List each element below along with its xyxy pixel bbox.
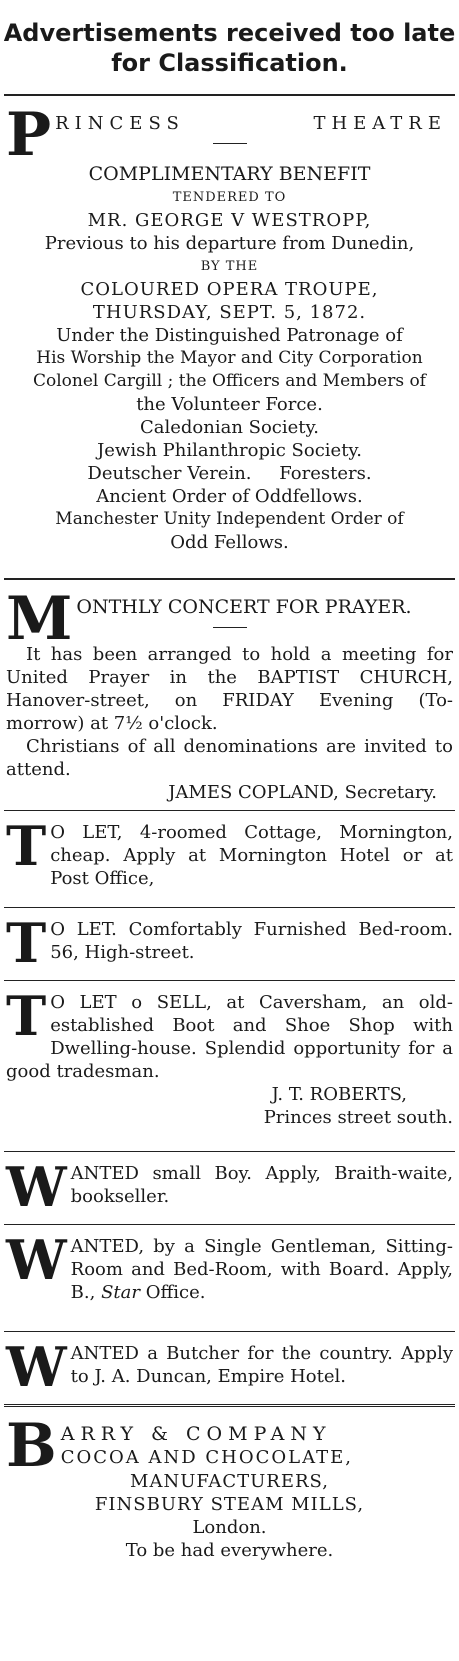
ad-title: ARRY & COMPANY xyxy=(60,1423,332,1445)
ad-wanted-boy xyxy=(0,1152,459,1224)
ad-line: TENDERED TO xyxy=(172,190,287,205)
ad-line: COMPLIMENTARY BENEFIT xyxy=(88,163,371,185)
ad-body: ANTED a Butcher for the country. Apply to J. A. Duncan, Empire Hotel. xyxy=(70,1343,453,1387)
ad-body: O LET o SELL, at Caversham, an old-established Boot and Shoe Shop with Dwelling-house. Splendid opportunity for a good tradesman. xyxy=(6,992,453,1082)
ad-to-let-shoe-shop xyxy=(0,981,459,1151)
ad-signature: Princes street south. xyxy=(263,1107,453,1128)
ad-title: ONTHLY CONCERT FOR PRAYER. xyxy=(76,596,412,618)
ad-line: BY THE xyxy=(200,259,259,274)
ad-line: His Worship the Mayor and City Corporation xyxy=(36,348,423,368)
drop-cap: W xyxy=(6,1335,67,1399)
ad-line: To be had everywhere. xyxy=(125,1540,334,1561)
ad-body-italic: Star xyxy=(101,1282,140,1303)
ad-line: THURSDAY, SEPT. 5, 1872. xyxy=(92,302,367,323)
ad-line: Manchester Unity Independent Order of xyxy=(55,509,404,529)
ad-monthly-concert xyxy=(0,580,459,810)
drop-cap: P xyxy=(6,108,52,159)
ad-line: Caledonian Society. xyxy=(139,417,320,438)
ad-body: ANTED small Boy. Apply, Braith-waite, bookseller. xyxy=(70,1163,453,1207)
ad-body: O LET, 4-roomed Cottage, Mornington, cheap. Apply at Mornington Hotel or at Post Office, xyxy=(50,822,453,889)
ad-title-part-2: THEATRE xyxy=(313,113,447,134)
ad-body: O LET. Comfortably Furnished Bed-room. 56, High-street. xyxy=(50,919,453,963)
drop-cap: B xyxy=(6,1419,57,1470)
ad-line: London. xyxy=(192,1517,267,1538)
ad-body: It has been arranged to hold a meeting for United Prayer in the BAPTIST CHURCH, Hanover-street, on FRIDAY Evening (To-morrow) at 7½ o'clock. xyxy=(6,644,453,734)
ad-body: Christians of all denominations are invited to attend. xyxy=(6,736,453,780)
ad-line: Previous to his departure from Dunedin, xyxy=(44,233,415,254)
ad-line: COCOA AND CHOCOLATE, xyxy=(60,1447,353,1468)
ad-line: FINSBURY STEAM MILLS, xyxy=(94,1494,365,1515)
ad-title-part-1: RINCESS xyxy=(55,113,185,134)
ad-line-part: Foresters. xyxy=(279,463,372,484)
ad-princess-theatre xyxy=(0,96,459,578)
ad-line: Odd Fellows. xyxy=(170,532,289,553)
drop-cap: M xyxy=(6,592,73,643)
drop-cap: W xyxy=(6,1155,67,1219)
ad-line-part: Deutscher Verein. xyxy=(87,463,252,484)
ad-body: ANTED, by a Single Gentleman, Sitting-Room and Bed-Room, with Board. Apply, B., xyxy=(70,1236,453,1303)
ad-line: Under the Distinguished Patronage of xyxy=(56,325,403,346)
header-line-2: for Classification. xyxy=(111,49,348,77)
drop-cap: T xyxy=(6,911,47,975)
drop-cap: T xyxy=(6,814,47,878)
ad-body: Office. xyxy=(139,1282,206,1303)
dash-rule xyxy=(213,143,247,148)
ad-line: COLOURED OPERA TROUPE, xyxy=(80,279,379,300)
drop-cap: T xyxy=(6,984,47,1048)
ad-line: Ancient Order of Oddfellows. xyxy=(96,486,363,507)
section-header xyxy=(0,0,459,78)
ad-signature: JAMES COPLAND, Secretary. xyxy=(168,782,437,803)
ad-wanted-butcher xyxy=(0,1332,459,1404)
ad-signature: J. T. ROBERTS, xyxy=(271,1084,407,1105)
ad-line: Colonel Cargill ; the Officers and Members of xyxy=(33,371,426,391)
ad-to-let-cottage xyxy=(0,811,459,907)
ad-wanted-rooms xyxy=(0,1225,459,1331)
header-line-1: Advertisements received too late xyxy=(3,19,456,47)
ad-line: MANUFACTURERS, xyxy=(130,1471,329,1492)
ad-barry-company xyxy=(0,1409,459,1562)
ad-line: MR. GEORGE V WESTROPP, xyxy=(87,210,372,231)
ad-line: the Volunteer Force. xyxy=(136,394,323,415)
ad-to-let-bedroom xyxy=(0,908,459,980)
ad-line xyxy=(6,462,453,485)
ad-line: Jewish Philanthropic Society. xyxy=(97,440,362,461)
drop-cap: W xyxy=(6,1228,67,1292)
dash-rule xyxy=(213,627,247,632)
